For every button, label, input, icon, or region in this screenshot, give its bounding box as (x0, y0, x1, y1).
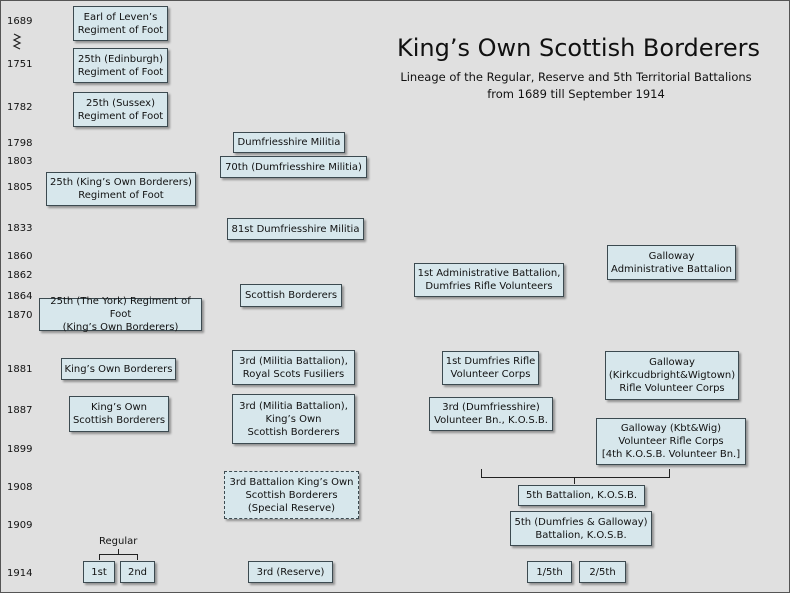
year-label: 1914 (7, 568, 33, 579)
diagram-title: King’s Own Scottish Borderers (397, 34, 760, 62)
year-label: 1860 (7, 251, 33, 262)
box-3rd-reserve: 3rd (Reserve) (248, 561, 333, 583)
box-galloway-admin-battalion: Galloway Administrative Battalion (607, 245, 736, 280)
box-kings-own-borderers: King’s Own Borderers (61, 358, 176, 380)
box-3rd-dumfriesshire-vb: 3rd (Dumfriesshire) Volunteer Bn., K.O.S.B. (429, 397, 553, 431)
box-3rd-militia-rsf: 3rd (Militia Battalion), Royal Scots Fusiliers (232, 350, 355, 385)
year-label: 1908 (7, 482, 33, 493)
bracket-line (99, 554, 100, 560)
box-5th-dumfries-galloway: 5th (Dumfries & Galloway) Battalion, K.O.S.B. (510, 511, 652, 546)
box-25th-sussex: 25th (Sussex) Regiment of Foot (73, 92, 168, 127)
merge-line (481, 477, 670, 478)
year-label: 1689 (7, 16, 33, 27)
year-label: 1751 (7, 59, 33, 70)
year-label: 1798 (7, 138, 33, 149)
box-galloway-kbt-wig: Galloway (Kbt&Wig) Volunteer Rifle Corps [4th K.O.S.B. Volunteer Bn.] (596, 418, 746, 465)
box-dumfriesshire-militia: Dumfriesshire Militia (233, 132, 345, 153)
diagram-subtitle-line-2: from 1689 till September 1914 (487, 87, 665, 101)
box-81st-dumfriesshire-militia: 81st Dumfriesshire Militia (227, 218, 364, 240)
box-2nd-battalion: 2nd (120, 561, 155, 583)
box-70th-dumfriesshire-militia: 70th (Dumfriesshire Militia) (220, 156, 367, 178)
merge-line (574, 477, 575, 484)
timeline-break-icon (12, 33, 22, 51)
year-label: 1862 (7, 270, 33, 281)
year-label: 1881 (7, 364, 33, 375)
box-25th-york: 25th (The York) Regiment of Foot (King’s Own Borderers) (39, 298, 202, 331)
year-label: 1833 (7, 223, 33, 234)
box-3rd-militia-kosb: 3rd (Militia Battalion), King’s Own Scottish Borderers (232, 394, 355, 444)
year-label: 1870 (7, 310, 33, 321)
diagram-subtitle-line-1: Lineage of the Regular, Reserve and 5th Territorial Battalions (400, 70, 752, 84)
box-earl-of-levens: Earl of Leven’s Regiment of Foot (73, 6, 168, 41)
bracket-line (99, 554, 137, 555)
box-kosb: King’s Own Scottish Borderers (69, 396, 169, 432)
box-3rd-battalion-special-reserve: 3rd Battalion King’s Own Scottish Borderers (Special Reserve) (224, 471, 359, 519)
box-galloway-rvc: Galloway (Kirkcudbright&Wigtown) Rifle Volunteer Corps (605, 351, 739, 400)
year-label: 1909 (7, 520, 33, 531)
year-label: 1887 (7, 405, 33, 416)
box-5th-battalion-kosb: 5th Battalion, K.O.S.B. (518, 485, 645, 506)
box-1st-dumfries-rvc: 1st Dumfries Rifle Volunteer Corps (442, 351, 539, 385)
merge-line (481, 469, 482, 477)
regular-label: Regular (99, 536, 138, 547)
box-1st-administrative-battalion: 1st Administrative Battalion, Dumfries Rifle Volunteers (414, 263, 564, 297)
box-2-5th-battalion: 2/5th (579, 561, 626, 583)
box-scottish-borderers: Scottish Borderers (240, 284, 342, 307)
merge-line (669, 469, 670, 477)
year-label: 1899 (7, 444, 33, 455)
box-1st-battalion: 1st (83, 561, 115, 583)
bracket-line (137, 554, 138, 560)
year-label: 1805 (7, 182, 33, 193)
year-label: 1803 (7, 156, 33, 167)
box-1-5th-battalion: 1/5th (527, 561, 572, 583)
box-25th-kings-own-borderers: 25th (King’s Own Borderers) Regiment of Foot (46, 172, 196, 206)
year-label: 1782 (7, 102, 33, 113)
year-label: 1864 (7, 291, 33, 302)
box-25th-edinburgh: 25th (Edinburgh) Regiment of Foot (73, 48, 168, 83)
